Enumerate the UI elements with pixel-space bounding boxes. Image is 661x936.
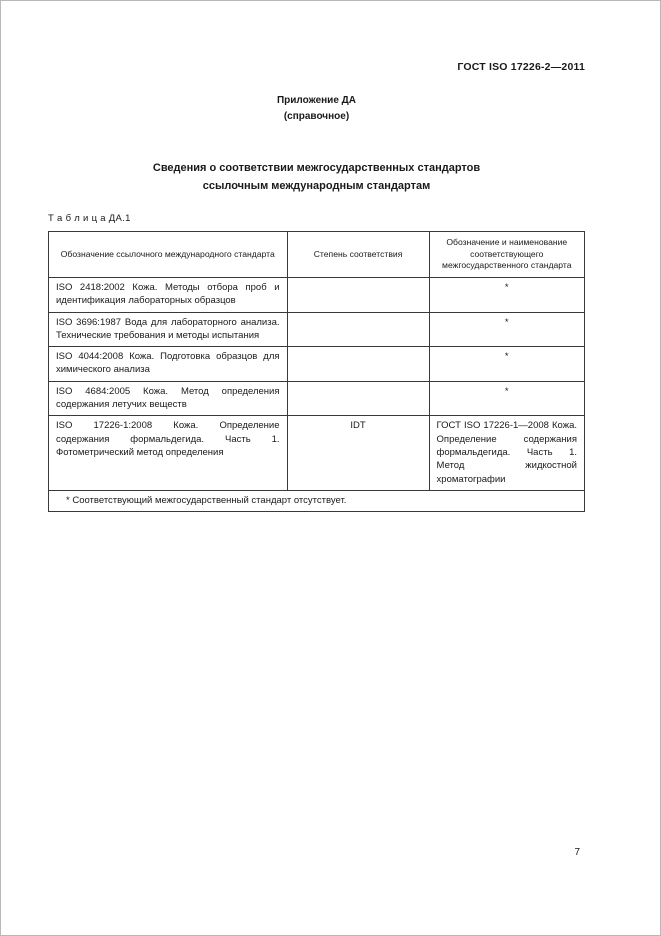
- column-header-degree: Степень соответствия: [287, 232, 429, 278]
- appendix-title: Приложение ДА: [276, 95, 357, 106]
- correspondence-table: [48, 231, 585, 512]
- table-row: [49, 416, 585, 490]
- cell-degree: [287, 277, 429, 312]
- table-row: [49, 347, 585, 382]
- cell-correspondence: *: [429, 381, 584, 416]
- cell-correspondence: *: [429, 312, 584, 347]
- table-row: [49, 277, 585, 312]
- table-row: [49, 312, 585, 347]
- cell-standard: ISO 2418:2002 Кожа. Методы отбора проб и идентификация лабораторных образцов: [49, 277, 288, 312]
- cell-correspondence: ГОСТ ISO 17226-1—2008 Кожа. Определение содержания формальдегида. Часть 1. Метод жидкостной хроматографии: [429, 416, 584, 490]
- column-header-standard: Обозначение ссылочного международного стандарта: [49, 232, 288, 278]
- cell-correspondence: *: [429, 347, 584, 382]
- document-title-line1: Сведения о соответствии межгосударственных стандартов: [152, 162, 481, 174]
- page-number: 7: [574, 847, 580, 858]
- document-title-line2: ссылочным международным стандартам: [202, 179, 431, 192]
- appendix-subtitle: (справочное): [283, 110, 350, 122]
- document-title: [48, 160, 585, 195]
- cell-standard: ISO 17226-1:2008 Кожа. Определение содержания формальдегида. Часть 1. Фотометрический метод определения: [49, 416, 288, 490]
- cell-degree: [287, 347, 429, 382]
- cell-standard: ISO 3696:1987 Вода для лабораторного анализа. Технические требования и методы испытания: [49, 312, 288, 347]
- table-header-row: [49, 232, 585, 278]
- appendix-heading: [48, 93, 585, 124]
- cell-degree: [287, 381, 429, 416]
- table-footnote-row: [49, 490, 585, 511]
- cell-degree: IDT: [287, 416, 429, 490]
- cell-degree: [287, 312, 429, 347]
- table-footnote: * Соответствующий межгосударственный стандарт отсутствует.: [49, 490, 585, 511]
- document-code-header: ГОСТ ISO 17226-2—2011: [457, 61, 585, 73]
- cell-standard: ISO 4684:2005 Кожа. Метод определения содержания летучих веществ: [49, 381, 288, 416]
- table-row: [49, 381, 585, 416]
- column-header-correspondence: Обозначение и наименование соответствующего межгосударственного стандарта: [429, 232, 584, 278]
- cell-correspondence: *: [429, 277, 584, 312]
- table-label: Т а б л и ц а ДА.1: [48, 213, 131, 225]
- cell-standard: ISO 4044:2008 Кожа. Подготовка образцов для химического анализа: [49, 347, 288, 382]
